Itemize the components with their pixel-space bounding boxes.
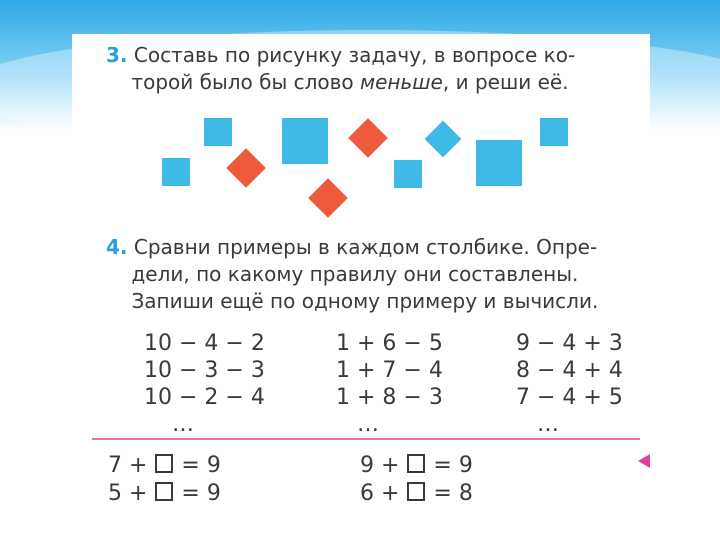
red-diamond bbox=[348, 118, 388, 158]
task-3 bbox=[106, 42, 642, 96]
section-divider bbox=[92, 438, 640, 440]
equation-right: = 9 bbox=[174, 453, 221, 478]
task-4-line-3 bbox=[106, 288, 642, 315]
blue-diamond bbox=[425, 121, 462, 158]
example-row: 1 + 7 − 4 bbox=[336, 358, 443, 383]
task-4-text-3: Запиши ещё по одному примеру и вычисли. bbox=[131, 289, 599, 313]
equation bbox=[360, 480, 473, 508]
red-diamond bbox=[308, 178, 348, 218]
example-column-1 bbox=[144, 330, 265, 438]
equation-right: = 9 bbox=[174, 481, 221, 506]
task-4-text-1: Сравни примеры в каждом столбике. Опре- bbox=[133, 235, 598, 259]
example-ellipsis: … bbox=[144, 412, 194, 437]
triangle-pointer-icon bbox=[638, 454, 650, 468]
task-4-number: 4. bbox=[106, 235, 128, 259]
equation-right: = 8 bbox=[426, 481, 473, 506]
task-4-line-2 bbox=[106, 261, 642, 288]
example-row: 1 + 8 − 3 bbox=[336, 385, 443, 410]
blue-square bbox=[476, 140, 522, 186]
equation-right: = 9 bbox=[426, 453, 473, 478]
example-row: 8 − 4 + 4 bbox=[516, 358, 623, 383]
example-row: 7 − 4 + 5 bbox=[516, 385, 623, 410]
task-3-line-1 bbox=[106, 42, 642, 69]
example-column-2 bbox=[336, 330, 443, 438]
task-3-emphasis: меньше bbox=[360, 70, 443, 94]
task-3-line-2 bbox=[106, 69, 642, 96]
blank-box-icon bbox=[155, 482, 173, 501]
equation-left: 7 + bbox=[108, 453, 155, 478]
textbook-page bbox=[72, 34, 650, 534]
equation bbox=[360, 452, 473, 480]
example-row: 1 + 6 − 5 bbox=[336, 331, 443, 356]
task-3-text-3: , и реши её. bbox=[442, 70, 569, 94]
blue-square bbox=[394, 160, 422, 188]
blue-square bbox=[540, 118, 568, 146]
equation-left: 5 + bbox=[108, 481, 155, 506]
blank-box-icon bbox=[155, 454, 173, 473]
task-3-text-2: торой было бы слово bbox=[131, 70, 360, 94]
task-4-line-1 bbox=[106, 234, 642, 261]
example-row: 10 − 3 − 3 bbox=[144, 358, 265, 383]
example-row: 10 − 2 − 4 bbox=[144, 385, 265, 410]
blank-box-icon bbox=[407, 482, 425, 501]
example-ellipsis: … bbox=[336, 412, 379, 437]
task-3-number: 3. bbox=[106, 43, 128, 67]
equation-left: 9 + bbox=[360, 453, 407, 478]
task-3-text-1: Составь по рисунку задачу, в вопросе ко- bbox=[133, 43, 576, 67]
task-4 bbox=[106, 234, 642, 315]
example-column-3 bbox=[516, 330, 623, 438]
blue-square bbox=[282, 118, 328, 164]
equation bbox=[108, 452, 221, 480]
blue-square bbox=[204, 118, 232, 146]
example-row: 9 − 4 + 3 bbox=[516, 331, 623, 356]
equation bbox=[108, 480, 221, 508]
equation-left: 6 + bbox=[360, 481, 407, 506]
red-diamond bbox=[226, 148, 266, 188]
blue-square bbox=[162, 158, 190, 186]
task-4-text-2: дели, по какому правилу они составлены. bbox=[131, 262, 579, 286]
blank-box-icon bbox=[407, 454, 425, 473]
example-ellipsis: … bbox=[516, 412, 559, 437]
example-row: 10 − 4 − 2 bbox=[144, 331, 265, 356]
